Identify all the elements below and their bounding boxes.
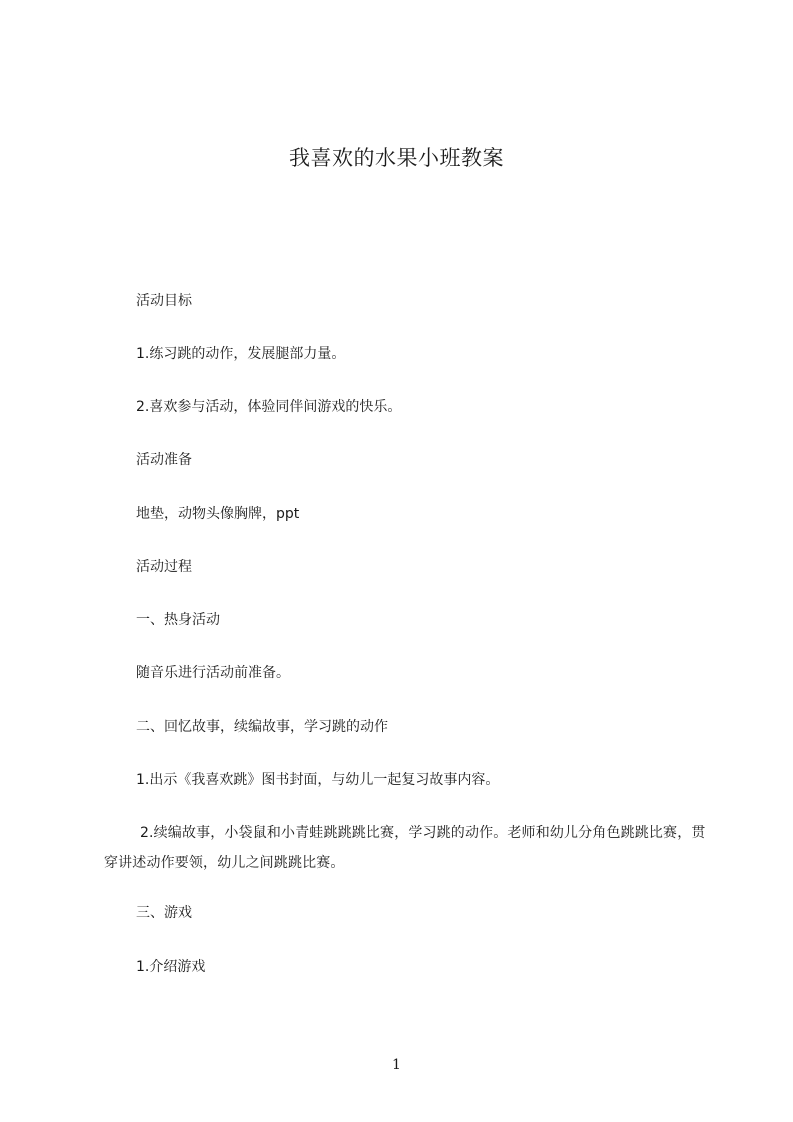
process-step-2-item-1: 1.出示《我喜欢跳》图书封面，与幼儿一起复习故事内容。: [136, 772, 500, 788]
document-title: 我喜欢的水果小班教案: [289, 146, 504, 170]
process-step-1-heading: 一、热身活动: [136, 612, 220, 628]
section-heading-process: 活动过程: [136, 559, 192, 575]
process-step-3-heading: 三、游戏: [136, 905, 192, 921]
process-step-1-text: 随音乐进行活动前准备。: [136, 665, 290, 681]
process-step-3-item-1: 1.介绍游戏: [136, 959, 206, 975]
goal-item-2: 2.喜欢参与活动，体验同伴间游戏的快乐。: [136, 399, 402, 415]
goal-item-1: 1.练习跳的动作，发展腿部力量。: [136, 346, 346, 362]
preparation-materials: 地垫，动物头像胸牌，ppt: [136, 506, 300, 522]
process-step-2-heading: 二、回忆故事，续编故事，学习跳的动作: [136, 719, 388, 735]
section-heading-goals: 活动目标: [136, 293, 192, 309]
process-step-2-item-2: 2.续编故事，小袋鼠和小青蛙跳跳跳比赛，学习跳的动作。老师和幼儿分角色跳跳比赛，贯穿讲述动作要领，幼儿之间跳跳比赛。: [104, 825, 706, 871]
section-heading-preparation: 活动准备: [136, 452, 192, 468]
page-number: 1: [392, 1057, 401, 1073]
